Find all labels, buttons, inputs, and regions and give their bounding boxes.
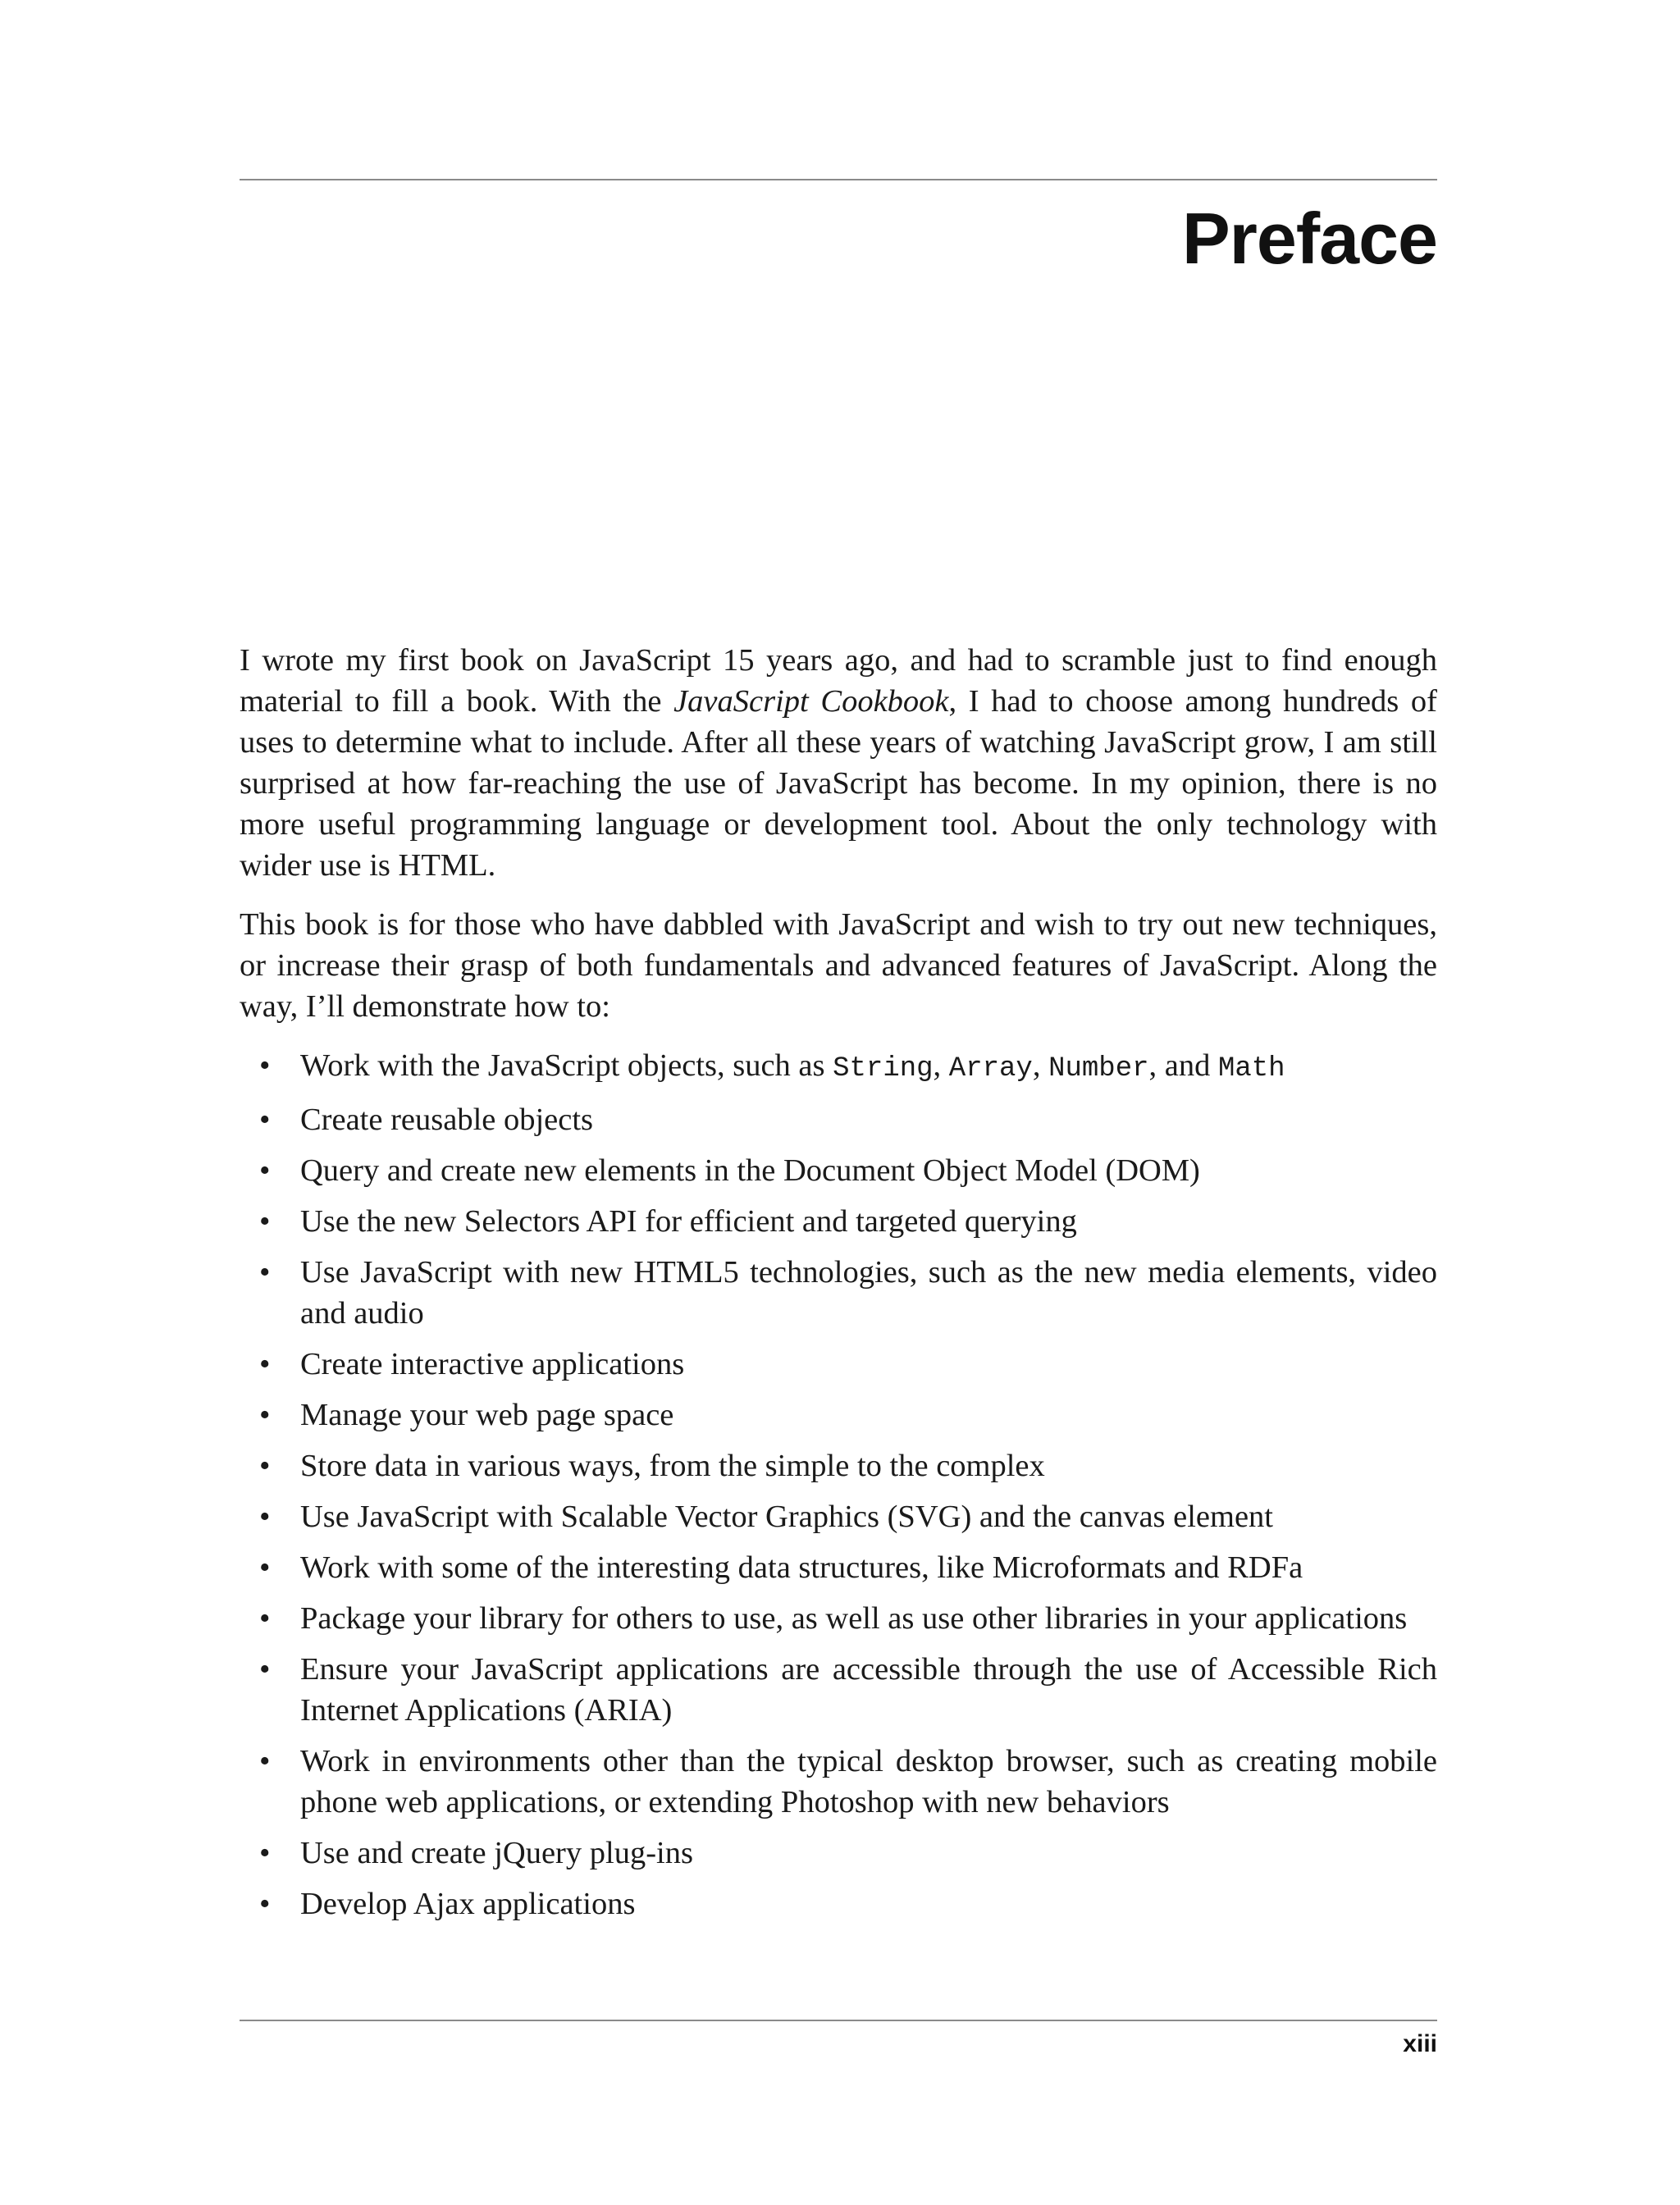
list-item-text: Use JavaScript with Scalable Vector Graphics (SVG) and the canvas element (300, 1500, 1273, 1534)
list-item (240, 1741, 1437, 1823)
list-item-text: Store data in various ways, from the simple to the complex (300, 1449, 1045, 1483)
list-item-text: Ensure your JavaScript applications are accessible through the use of Accessible Rich Internet Applications (ARIA) (300, 1652, 1437, 1728)
list-item (240, 1252, 1437, 1334)
bullet-icon: • (259, 1836, 271, 1870)
list-item (240, 1099, 1437, 1140)
separator: , (933, 1048, 949, 1083)
list-item-text: Query and create new elements in the Document Object Model (DOM) (300, 1153, 1200, 1188)
list-item-text: Create reusable objects (300, 1102, 594, 1137)
list-item-text: Use the new Selectors API for efficient and targeted querying (300, 1204, 1077, 1239)
bullet-icon: • (259, 1347, 271, 1381)
list-item (240, 1496, 1437, 1537)
list-item-text: Work with some of the interesting data structures, like Microformats and RDFa (300, 1550, 1303, 1585)
code-array: Array (948, 1053, 1033, 1084)
separator: , and (1148, 1048, 1218, 1083)
list-item (240, 1201, 1437, 1242)
intro-text-start: I wrote my first book on JavaScript 15 years ago, and had to scramble just to find enough material to fill a book. With the (240, 643, 1437, 719)
list-item-text: Use JavaScript with new HTML5 technologies, such as the new media elements, video and audio (300, 1255, 1437, 1331)
chapter-title: Preface (1181, 198, 1437, 279)
list-item-text: Work in environments other than the typical desktop browser, such as creating mobile phone web applications, or extending Photoshop with new behaviors (300, 1744, 1437, 1819)
separator: , (1032, 1048, 1049, 1083)
list-item-text: Manage your web page space (300, 1398, 674, 1432)
list-item (240, 1150, 1437, 1191)
list-item (240, 1045, 1437, 1089)
bullet-icon: • (259, 1048, 271, 1083)
bullet-icon: • (259, 1887, 271, 1921)
list-item (240, 1833, 1437, 1874)
bullet-icon: • (259, 1601, 271, 1636)
list-item (240, 1598, 1437, 1639)
bullet-icon: • (259, 1449, 271, 1483)
bullet-icon: • (259, 1204, 271, 1239)
bullet-icon: • (259, 1153, 271, 1188)
list-item-text: Use and create jQuery plug-ins (300, 1836, 693, 1870)
page-number: xiii (1403, 2030, 1437, 2057)
list-item (240, 1344, 1437, 1385)
bottom-rule (240, 2020, 1437, 2021)
audience-paragraph: This book is for those who have dabbled with JavaScript and wish to try out new techniques, or increase their grasp of both fundamentals and advanced features of JavaScript. Along the way, I’ll demonstrate how to: (240, 907, 1437, 1024)
code-number: Number (1048, 1053, 1149, 1084)
list-item (240, 1547, 1437, 1588)
list-item (240, 1883, 1437, 1924)
list-item (240, 1649, 1437, 1731)
list-item (240, 1395, 1437, 1436)
list-item-text: Work with the JavaScript objects, such as (300, 1048, 833, 1083)
bullet-icon: • (259, 1500, 271, 1534)
code-math: Math (1217, 1053, 1285, 1084)
bullet-icon: • (259, 1550, 271, 1585)
list-item-text: Package your library for others to use, as well as use other libraries in your applications (300, 1601, 1408, 1636)
bullet-icon: • (259, 1652, 271, 1687)
topics-list (240, 1045, 1437, 1924)
bullet-icon: • (259, 1398, 271, 1432)
code-string: String (833, 1053, 934, 1084)
body-text (240, 640, 1437, 1934)
top-rule (240, 179, 1437, 180)
book-title-italic: JavaScript Cookbook (673, 684, 949, 719)
bullet-icon: • (259, 1255, 271, 1290)
intro-text-end: , I had to choose among hundreds of uses to determine what to include. After all these years of watching JavaScript grow, I am still surprised at how far-reaching the use of JavaScript has become. In my opinion, there is no more useful programming language or development tool. About the only technology with wider use is HTML. (240, 684, 1437, 883)
list-item-text: Develop Ajax applications (300, 1887, 636, 1921)
intro-paragraph (240, 640, 1437, 886)
list-item (240, 1445, 1437, 1486)
bullet-icon: • (259, 1744, 271, 1778)
list-item-text: Create interactive applications (300, 1347, 685, 1381)
bullet-icon: • (259, 1102, 271, 1137)
